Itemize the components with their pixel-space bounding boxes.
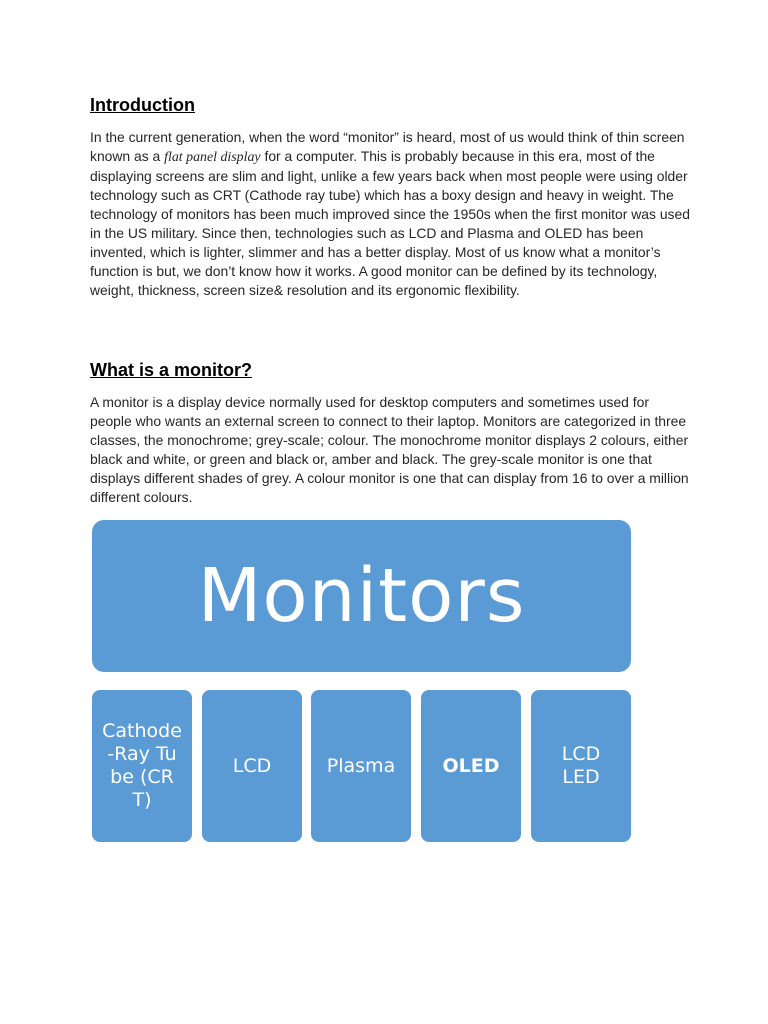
what-is-monitor-paragraph: A monitor is a display device normally used for desktop computers and sometimes used for people who wants an external screen to connect to their laptop. Monitors are categorized in three classes, the monochrome; grey-scale; colour. The monochrome monitor displays 2 colours, either black and white, or green and black or, amber and black. The grey-scale monitor is one that displays different shades of grey. A colour monitor is one that can display from 16 to over a million different colours.	[90, 394, 689, 505]
diagram-node-label: Cathode-Ray Tube (CRT)	[102, 720, 182, 811]
introduction-heading: Introduction	[90, 95, 195, 115]
diagram-node-lcd-led	[531, 690, 631, 842]
introduction-paragraph	[90, 128, 690, 300]
diagram-node-label: Plasma	[326, 754, 396, 777]
diagram-node-oled	[421, 690, 521, 842]
introduction-text-part1: In the current generation, when the word “monitor” is heard, most of us would think of thin screen known as a	[90, 129, 685, 164]
flat-panel-display-emphasis: flat panel display	[164, 150, 261, 165]
diagram-node-label: LCD	[232, 754, 272, 777]
what-is-monitor-heading: What is a monitor?	[90, 360, 252, 380]
diagram-node-label: LCD LED	[561, 743, 601, 788]
diagram-root-monitors	[92, 520, 631, 672]
diagram-node-lcd	[202, 690, 302, 842]
introduction-text-part2: for a computer. This is probably because in this era, most of the displaying screens are slim and light, unlike a few years back when most people were using older technology such as CRT (Cathode ray tube) which has a boxy design and heavy in weight. The technology of monitors has been much improved since the 1950s when the first monitor was used in the US military. Since then, technologies such as LCD and Plasma and OLED has been invented, which is lighter, slimmer and has a better display. Most of us know what a monitor’s function is but, we don’t know how it works. A good monitor can be defined by its technology, weight, thickness, screen size& resolution and its ergonomic flexibility.	[90, 148, 690, 298]
diagram-root-label: Monitors	[197, 553, 526, 639]
diagram-node-label: OLED	[442, 754, 500, 777]
diagram-node-crt	[92, 690, 192, 842]
diagram-node-plasma	[311, 690, 411, 842]
